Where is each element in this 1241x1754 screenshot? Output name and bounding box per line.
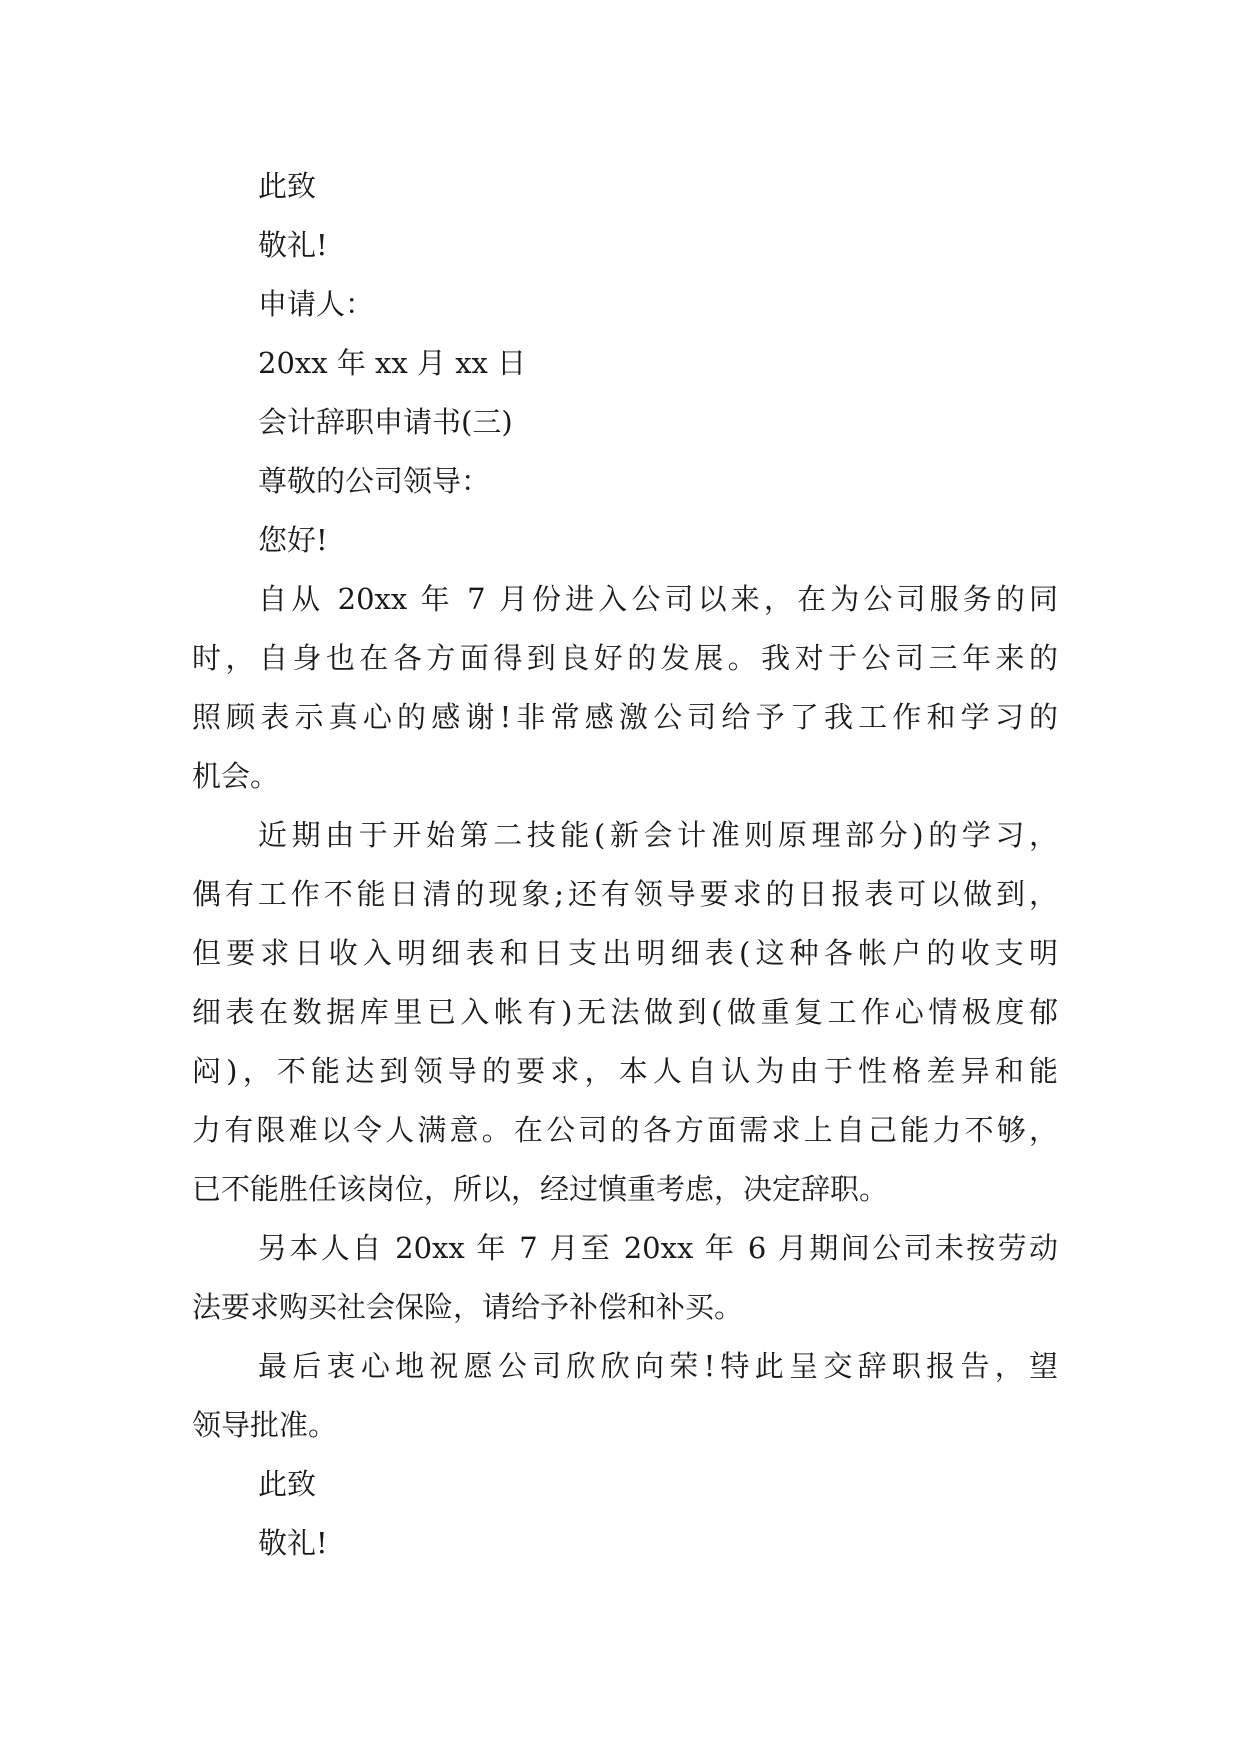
- paragraph-line: 偶有工作不能日清的现象;还有领导要求的日报表可以做到，: [192, 877, 1058, 911]
- closing-salutation: 此致: [258, 169, 317, 203]
- paragraph-gratitude: [192, 570, 1058, 806]
- paragraph-line: 时，自身也在各方面得到良好的发展。我对于公司三年来的: [192, 641, 1058, 675]
- previous-letter-closing: [192, 157, 1058, 393]
- paragraph-line: 已不能胜任该岗位，所以，经过慎重考虑，决定辞职。: [192, 1172, 889, 1206]
- document-page: [192, 157, 1058, 1573]
- paragraph-line: 照顾表示真心的感谢!非常感激公司给予了我工作和学习的: [192, 700, 1058, 734]
- addressee-line: 尊敬的公司领导：: [258, 464, 491, 498]
- letter-closing: [192, 1455, 1058, 1573]
- letter-date: 20xx 年 xx 月 xx 日: [258, 346, 527, 380]
- paragraph-line: 但要求日收入明细表和日支出明细表(这种各帐户的收支明: [192, 936, 1058, 970]
- greeting-line: 您好!: [258, 523, 328, 557]
- paragraph-line: 领导批准。: [192, 1408, 338, 1442]
- paragraph-line: 力有限难以令人满意。在公司的各方面需求上自己能力不够，: [192, 1113, 1058, 1147]
- paragraph-insurance: [192, 1219, 1058, 1337]
- paragraph-reasons: [192, 806, 1058, 1219]
- paragraph-line: 自从 20xx 年 7 月份进入公司以来，在为公司服务的同: [258, 582, 1058, 616]
- letter-title: 会计辞职申请书(三): [258, 405, 513, 439]
- paragraph-line: 近期由于开始第二技能(新会计准则原理部分)的学习，: [258, 818, 1058, 852]
- closing-salutation: 此致: [258, 1467, 317, 1501]
- paragraph-line: 法要求购买社会保险，请给予补偿和补买。: [192, 1290, 744, 1324]
- paragraph-wishes: [192, 1337, 1058, 1455]
- paragraph-line: 最后衷心地祝愿公司欣欣向荣!特此呈交辞职报告，望: [258, 1349, 1058, 1383]
- applicant-label: 申请人：: [258, 287, 375, 321]
- paragraph-line: 闷)，不能达到领导的要求，本人自认为由于性格差异和能: [192, 1054, 1058, 1088]
- paragraph-line: 另本人自 20xx 年 7 月至 20xx 年 6 月期间公司未按劳动: [258, 1231, 1058, 1265]
- paragraph-line: 机会。: [192, 759, 280, 793]
- paragraph-line: 细表在数据库里已入帐有)无法做到(做重复工作心情极度郁: [192, 995, 1058, 1029]
- closing-regards: 敬礼!: [258, 228, 328, 262]
- closing-regards: 敬礼!: [258, 1526, 328, 1560]
